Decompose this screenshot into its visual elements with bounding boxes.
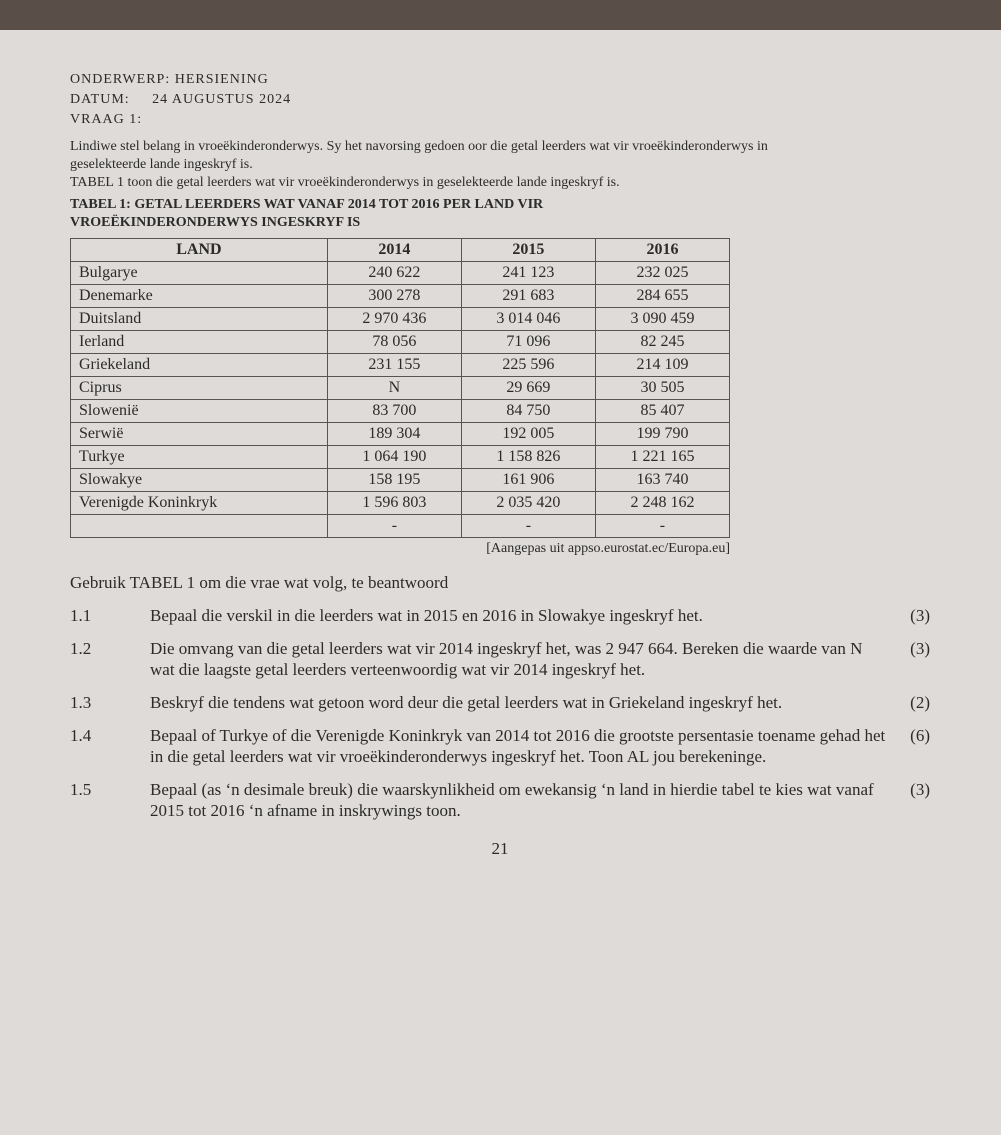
date-label: DATUM: xyxy=(70,92,130,107)
question-item xyxy=(70,638,930,680)
page-number: 21 xyxy=(491,839,509,858)
value-cell: 240 622 xyxy=(327,262,461,285)
intro-text: Lindiwe stel belang in vroeëkinderonderwys. Sy het navorsing gedoen oor die getal leerders wat vir vroeëkinderonderwys in geselekteerde lande ingeskryf is. xyxy=(70,139,768,172)
value-cell: - xyxy=(595,515,729,538)
questions-section xyxy=(70,572,930,821)
value-cell: 189 304 xyxy=(327,423,461,446)
question-marks: (3) xyxy=(910,639,930,658)
table-row xyxy=(71,446,730,469)
exam-page xyxy=(0,30,1001,1135)
date-line xyxy=(70,90,941,110)
country-cell: Serwië xyxy=(71,423,328,446)
value-cell: N xyxy=(327,377,461,400)
country-cell: Slowenië xyxy=(71,400,328,423)
table-row xyxy=(71,400,730,423)
value-cell: 284 655 xyxy=(595,285,729,308)
value-cell: 241 123 xyxy=(461,262,595,285)
question-number: 1.4 xyxy=(70,726,92,745)
value-cell: 83 700 xyxy=(327,400,461,423)
value-cell: 300 278 xyxy=(327,285,461,308)
question-text: Beskryf die tendens wat getoon word deur die getal leerders wat in Griekeland ingeskryf het. xyxy=(150,693,783,712)
value-cell: 231 155 xyxy=(327,354,461,377)
subject-heading: ONDERWERP: HERSIENING xyxy=(70,72,269,87)
table-row xyxy=(71,377,730,400)
column-header: LAND xyxy=(71,239,328,262)
value-cell: 163 740 xyxy=(595,469,729,492)
question-marks: (3) xyxy=(910,780,930,799)
table-intro: TABEL 1 toon die getal leerders wat vir vroeëkinderonderwys in geselekteerde lande ingeskryf is. xyxy=(70,175,620,190)
country-cell: Ierland xyxy=(71,331,328,354)
value-cell: - xyxy=(461,515,595,538)
column-header: 2014 xyxy=(327,239,461,262)
table-row xyxy=(71,354,730,377)
column-header: 2015 xyxy=(461,239,595,262)
value-cell: 1 158 826 xyxy=(461,446,595,469)
value-cell: 1 221 165 xyxy=(595,446,729,469)
date-value: 24 AUGUSTUS 2024 xyxy=(152,92,292,107)
question-number: 1.2 xyxy=(70,639,92,658)
country-cell: Verenigde Koninkryk xyxy=(71,492,328,515)
table-row xyxy=(71,308,730,331)
value-cell: 3 014 046 xyxy=(461,308,595,331)
country-cell xyxy=(71,515,328,538)
question-item xyxy=(70,725,930,767)
value-cell: 291 683 xyxy=(461,285,595,308)
value-cell: 30 505 xyxy=(595,377,729,400)
value-cell: 214 109 xyxy=(595,354,729,377)
value-cell: 84 750 xyxy=(461,400,595,423)
value-cell: 199 790 xyxy=(595,423,729,446)
value-cell: 78 056 xyxy=(327,331,461,354)
question-item xyxy=(70,779,930,821)
table-row xyxy=(71,492,730,515)
question-number: 1.1 xyxy=(70,606,92,625)
country-cell: Turkye xyxy=(71,446,328,469)
value-cell: 158 195 xyxy=(327,469,461,492)
country-cell: Slowakye xyxy=(71,469,328,492)
question-item xyxy=(70,692,930,713)
enrolment-table xyxy=(70,238,730,538)
country-cell: Bulgarye xyxy=(71,262,328,285)
value-cell: - xyxy=(327,515,461,538)
value-cell: 192 005 xyxy=(461,423,595,446)
table-row xyxy=(71,285,730,308)
table-row xyxy=(71,469,730,492)
country-cell: Duitsland xyxy=(71,308,328,331)
question-text: Die omvang van die getal leerders wat vir 2014 ingeskryf het, was 2 947 664. Bereken die waarde van N wat die laagste getal leerders verteenwoordig wat vir 2014 ingeskryf het. xyxy=(150,639,863,679)
column-header: 2016 xyxy=(595,239,729,262)
question-number: 1.3 xyxy=(70,693,92,712)
value-cell: 29 669 xyxy=(461,377,595,400)
value-cell: 85 407 xyxy=(595,400,729,423)
country-cell: Ciprus xyxy=(71,377,328,400)
value-cell: 225 596 xyxy=(461,354,595,377)
value-cell: 1 064 190 xyxy=(327,446,461,469)
instruction: Gebruik TABEL 1 om die vrae wat volg, te beantwoord xyxy=(70,573,449,592)
value-cell: 71 096 xyxy=(461,331,595,354)
question-text: Bepaal (as ‘n desimale breuk) die waarskynlikheid om ewekansig ‘n land in hierdie tabel te kies wat vanaf 2015 tot 2016 ‘n afname in inskrywings toon. xyxy=(150,780,874,820)
value-cell: 2 970 436 xyxy=(327,308,461,331)
value-cell: 1 596 803 xyxy=(327,492,461,515)
question-marks: (3) xyxy=(910,606,930,625)
value-cell: 2 248 162 xyxy=(595,492,729,515)
country-cell: Denemarke xyxy=(71,285,328,308)
table-title: TABEL 1: GETAL LEERDERS WAT VANAF 2014 TOT 2016 PER LAND VIR VROEËKINDERONDERWYS INGESKRYF IS xyxy=(70,197,544,230)
table-row xyxy=(71,262,730,285)
question-number: 1.5 xyxy=(70,780,92,799)
value-cell: 2 035 420 xyxy=(461,492,595,515)
value-cell: 82 245 xyxy=(595,331,729,354)
question-marks: (2) xyxy=(910,693,930,712)
question-context xyxy=(70,138,830,558)
table-row xyxy=(71,423,730,446)
question-text: Bepaal die verskil in die leerders wat in 2015 en 2016 in Slowakye ingeskryf het. xyxy=(150,606,703,625)
question-heading: VRAAG 1: xyxy=(70,112,143,127)
value-cell: 232 025 xyxy=(595,262,729,285)
question-text: Bepaal of Turkye of die Verenigde Koninkryk van 2014 tot 2016 die grootste persentasie toename gehad het in die getal leerders wat vir vroeëkinderonderwys ingeskryf het. Toon AL jou berekeninge. xyxy=(150,726,886,766)
table-row xyxy=(71,331,730,354)
table-row xyxy=(71,515,730,538)
question-item xyxy=(70,605,930,626)
value-cell: 161 906 xyxy=(461,469,595,492)
table-source: [Aangepas uit appso.eurostat.ec/Europa.eu] xyxy=(486,541,730,556)
question-marks: (6) xyxy=(910,726,930,745)
value-cell: 3 090 459 xyxy=(595,308,729,331)
country-cell: Griekeland xyxy=(71,354,328,377)
